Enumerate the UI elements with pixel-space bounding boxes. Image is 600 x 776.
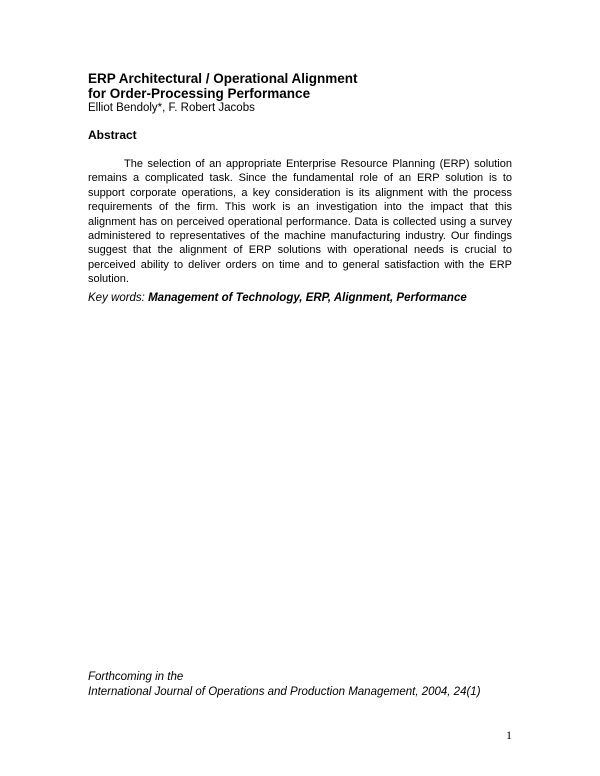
publication-line-2: International Journal of Operations and Production Management, 2004, 24(1) <box>88 685 481 698</box>
paper-title-line-2: for Order-Processing Performance <box>88 86 311 101</box>
publication-line-1: Forthcoming in the <box>88 671 184 683</box>
keywords-label: Key words: <box>88 292 145 304</box>
page-number: 1 <box>506 728 512 742</box>
paper-title-line-1: ERP Architectural / Operational Alignment <box>88 71 358 86</box>
paper-authors: Elliot Bendoly*, F. Robert Jacobs <box>88 102 255 114</box>
keywords-terms: Management of Technology, ERP, Alignment, Performance <box>148 292 467 304</box>
abstract-body: The selection of an appropriate Enterprise Resource Planning (ERP) solution remains a complicated task. Since the fundamental role of an ERP solution is to support corporate operations, a key consideration is its alignment with the process requirements of the firm. This work is an investigation into the impact that this alignment has on perceived operational performance. Data is collected using a survey administered to representatives of the machine manufacturing industry. Our findings suggest that the alignment of ERP solutions with operational needs is crucial to perceived ability to deliver orders on time and to general satisfaction with the ERP solution. <box>88 158 512 286</box>
keywords-line <box>88 291 518 305</box>
title-block <box>88 71 528 115</box>
publication-note <box>88 670 528 699</box>
abstract-heading: Abstract <box>88 128 137 142</box>
